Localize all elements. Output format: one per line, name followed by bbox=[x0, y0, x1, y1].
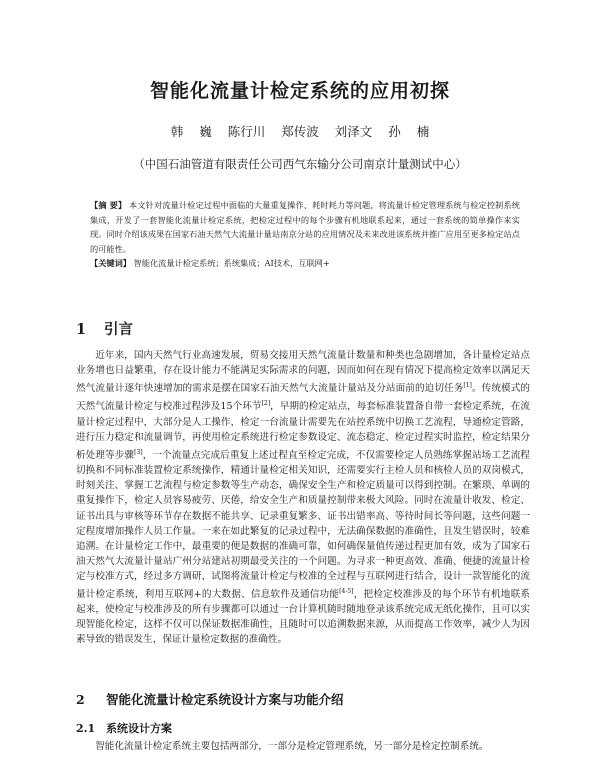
abstract-text: 本文针对流量计检定过程中面临的大量重复操作、耗时耗力等问题，将流量计检定管理系统与检定控制系统集成，开发了一套智能化流量计检定系统，把检定过程中的每个步骤有机地联系起来，通过一套系统的简单操作来实现。同时介绍该成果在国家石油天然气大流量计量站南京分站的应用情况及未来改进该系统并推广应用至更多检定站点的可能性。 bbox=[90, 200, 520, 254]
text-run: ，一个流量点完成后重复上述过程直至检定完成，不仅需要检定人员熟练掌握站场工艺流程切换和不同标准装置检定系统操作，精通计量检定相关知识，还需要实行主检人员和核检人员的双岗模式，时刻关注、掌握工艺流程与检定参数等生产动态，确保安全生产和检定质量可以得到控制。在繁琐、单调的重复操作下，检定人员容易疲劳、厌倦，给安全生产和质量控制带来极大风险。同时在流量计收发、检定、证书出具与审核等环节存在数据不能共享、记录重复繁多、证书出错率高、等待时间长等问题，这些问题一定程度增加操作人员工作量。一来在如此繁复的记录过程中，无法确保数据的准确性，且发生错误时，较难追溯。在计量检定工作中，最重要的便是数据的准确可靠，如何确保量值传递过程更加有效，成为了国家石油天然气大流量计量站广州分站建站初期最受关注的一个问题。为寻求一种更高效、准确、便捷的流量计检定与校准方式，经过多方调研，试图将流量计检定与校准的全过程与互联网进行结合，设计一款智能化的流量计检定系统，利用互联网+的大数据、信息软件及通信功能 bbox=[76, 450, 530, 601]
citation: [1] bbox=[463, 382, 472, 390]
section-number: 1 bbox=[76, 321, 87, 338]
abstract-label: 【摘 要】 bbox=[90, 200, 127, 210]
text-run: 近年来，国内天然气行业高速发展，贸易交接用天然气流量计数量和种类也急剧增加，各计量检定站点业务增也日益繁重，存在设计能力不能满足实际需求的问题，因而如何在现有情况下提高检定效率以满足天然气流量计逐年快速增加的需求是摆在国家石油天然气大流量计量站及分站面前的迫切任务 bbox=[76, 350, 530, 395]
subsection-title: 系统设计方案 bbox=[106, 722, 172, 735]
author: 郑传波 bbox=[281, 124, 319, 139]
text-run: ，早期的检定站点，每套标准装置备自带一套检定系统，在流量计检定过程中，大部分是人工操作，检定一台流量计需要先在站控系统中切换工艺流程，导通检定管路，进行压力稳定和流量调节，再使用检定系统进行检定参数设定、流态稳定、检定过程实时监控，检定结果分析处理等步骤 bbox=[76, 401, 530, 462]
keywords-text: 智能化流量计检定系统；系统集成；AI技术，互联网+ bbox=[133, 258, 330, 268]
citation: [4-5] bbox=[339, 587, 354, 595]
paper-title: 智能化流量计检定系统的应用初探 bbox=[149, 80, 450, 102]
section-number: 2 bbox=[76, 692, 85, 707]
subsection-number: 2.1 bbox=[76, 722, 96, 735]
keywords bbox=[90, 256, 520, 271]
section-title: 引言 bbox=[104, 321, 133, 338]
abstract-block bbox=[90, 198, 520, 271]
author: 刘泽文 bbox=[334, 124, 373, 139]
citation: [3] bbox=[134, 448, 143, 456]
intro-paragraph bbox=[76, 348, 530, 648]
subsection-heading-2-1 bbox=[76, 720, 172, 736]
section-heading-1 bbox=[76, 318, 133, 339]
citation: [2] bbox=[261, 400, 271, 408]
text-run: 。传统模式的天然气流量计检定与校准过程涉及15个环节 bbox=[76, 383, 530, 413]
affiliation: （中国石油管道有限责任公司西气东输分公司南京计量测试中心） bbox=[133, 157, 467, 171]
author: 陈行川 bbox=[227, 124, 266, 139]
keywords-label: 【关键词】 bbox=[90, 258, 131, 268]
author-list bbox=[0, 122, 600, 140]
author: 孙 楠 bbox=[388, 124, 430, 139]
section-2-1-paragraph: 智能化流量计检定系统主要包括两部分，一部分是检定管理系统，另一部分是检定控制系统。 bbox=[95, 741, 489, 752]
text-run: ，把检定校准涉及的每个环节有机地联系起来，使检定与校准涉及的所有步骤都可以通过一台计算机随时随地登录该系统完成无纸化操作，且可以实现智能化检定，这样不仅可以保证数据准确性，且随时可以追溯数据来源，从而提高工作效率，减少人为因素导致的错误发生，保证计量检定数据的准确性。 bbox=[76, 589, 530, 646]
section-title: 智能化流量计检定系统设计方案与功能介绍 bbox=[106, 692, 344, 707]
section-heading-2 bbox=[76, 690, 344, 708]
author: 韩 巍 bbox=[170, 124, 212, 139]
abstract bbox=[90, 198, 520, 256]
